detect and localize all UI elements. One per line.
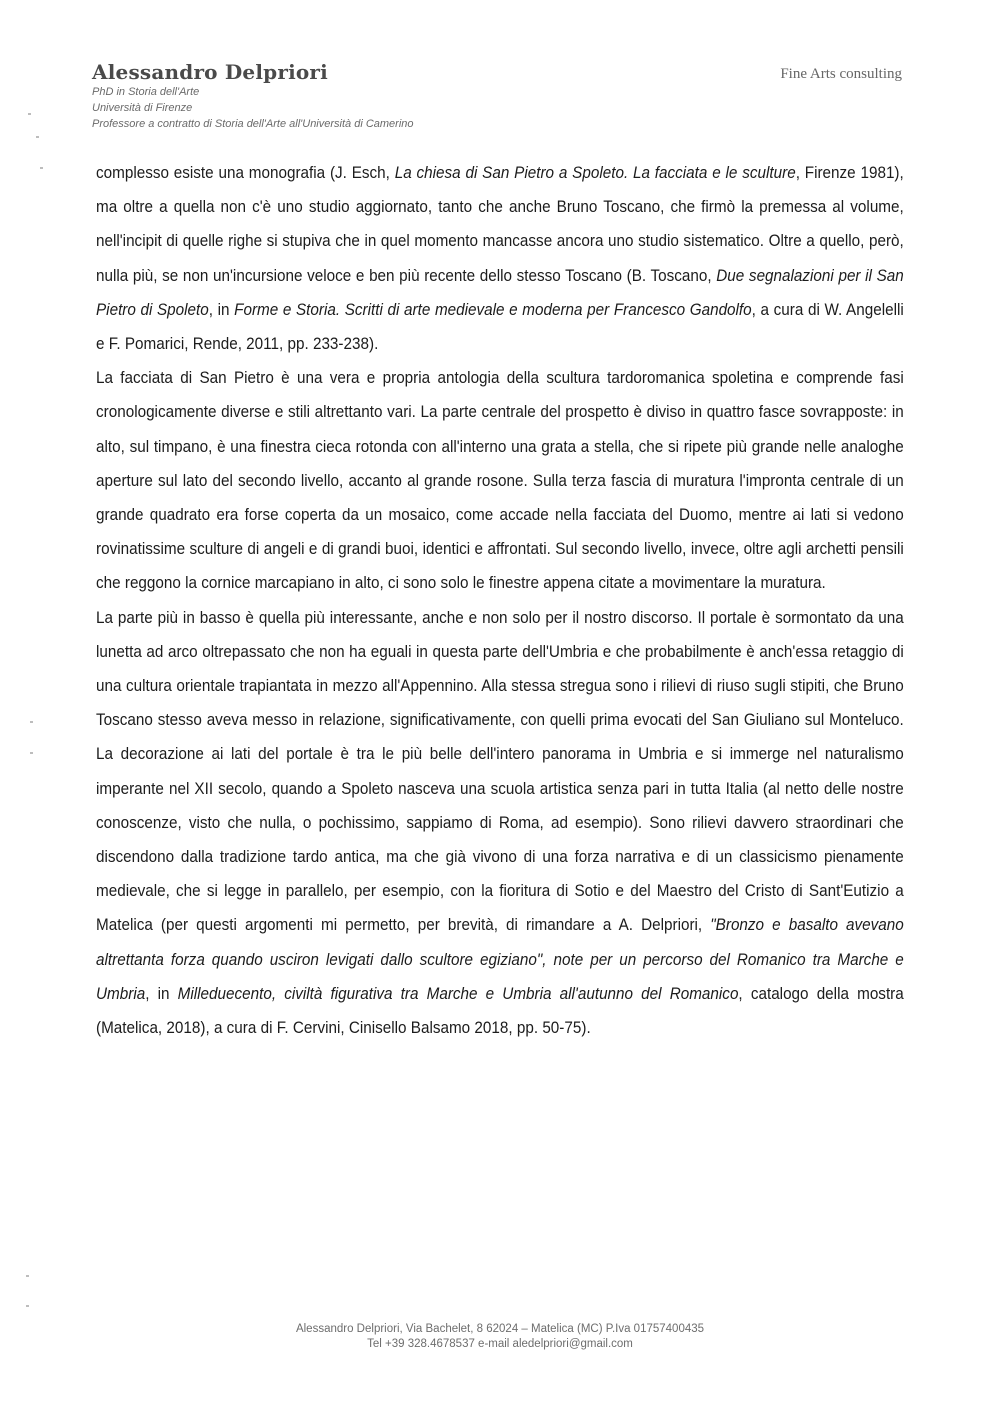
paragraph-3 (96, 601, 904, 1046)
scan-artifact (36, 136, 39, 138)
italic-citation: La chiesa di San Pietro a Spoleto. La facciata e le sculture (394, 163, 796, 182)
text-run: , in (208, 299, 235, 319)
italic-citation: Forme e Storia. Scritti di arte medievale e moderna per Francesco Gandolfo (234, 299, 752, 319)
author-degree: PhD in Storia dell'Arte (92, 86, 200, 98)
scan-artifact (26, 1305, 29, 1307)
letterhead-tagline: Fine Arts consulting (780, 66, 902, 82)
italic-citation: Due segnalazioni per il San Pietro di Spoleto (96, 265, 904, 319)
text-run: complesso esiste una monografia (J. Esch, (96, 163, 395, 182)
paragraph-2 (96, 361, 904, 600)
author-name: Alessandro Delpriori (92, 60, 328, 84)
text-run: , in (145, 983, 178, 1003)
letterhead-footer (0, 1322, 1000, 1352)
text-run: , catalogo della mostra (Matelica, 2018), a cura di F. Cervini, Cinisello Balsamo 2018, pp. 50-75). (96, 983, 904, 1038)
italic-citation: Milleduecento, civiltà figurativa tra Marche e Umbria all'autunno del Romanico (177, 983, 739, 1003)
text-run: La facciata di San Pietro è una vera e propria antologia della scultura tardoromanica spoletina e comprende fasi cronologicamente diverse e stili altrettanto vari. La parte centrale del prospetto è diviso in quattro fasce sovrapposte: in alto, sul timpano, è una finestra cieca rotonda con all'interno una grata a stella, che si ripete più grande nelle analoghe aperture sul lato del secondo livello, accanto al grande rosone. Sulla terza fascia di muratura l'impronta centrale di un grande quadrato era forse coperta da un mosaico, come accade nella facciata del Duomo, mentre ai lati si vedono rovinatissime sculture di angeli e di grandi buoi, identici e affrontati. Sul secondo livello, invece, oltre agli archetti pensili che reggono la cornice marcapiano in alto, ci sono solo le finestre appena citate a movimentare la muratura. (96, 368, 904, 593)
italic-citation: "Bronzo e basalto avevano altrettanta forza quando usciron levigati dallo scultore egiziano", note per un percorso del Romanico tra Marche e Umbria (96, 915, 904, 1003)
author-university: Università di Firenze (92, 102, 193, 114)
scan-artifact (30, 752, 33, 754)
scan-artifact (40, 167, 43, 169)
text-run: La parte più in basso è quella più interessante, anche e non solo per il nostro discorso. Il portale è sormontato da una lunetta ad arco oltrepassato che non ha eguali in questa parte dell'Umbria e che probabilmente è anch'essa retaggio di una cultura orientale trapiantata in mezzo all'Appennino. Alla stessa stregua sono i rilievi di riuso sugli stipiti, che Bruno Toscano stesso aveva messo in relazione, significativamente, con quelli prima evocati del San Giuliano sul Monteluco. La decorazione ai lati del portale è tra le più belle dell'intero panorama in Umbria e si immerge nel naturalismo imperante nel XII secolo, quando a Spoleto nasceva una scuola artistica senza pari in tutta Italia (al netto delle nostre conoscenze, visto che nulla, o pochissimo, sappiamo di Roma, ad esempio). Sono rilievi davvero straordinari che discendono dalla tradizione tardo antica, ma che già vivono di una forza narrativa e di un classicismo pienamente medievale, che si legge in parallelo, per esempio, con la fioritura di Sotio e del Maestro del Cristo di Sant'Eutizio a Matelica (per questi argomenti mi permetto, per brevità, di rimandare a A. Delpriori, (96, 607, 904, 935)
footer-contact: Tel +39 328.4678537 e-mail aledelpriori@gmail.com (367, 1338, 633, 1350)
document-body (96, 156, 904, 1045)
text-run: , Firenze 1981), ma oltre a quella non c'è uno studio aggiornato, tanto che anche Bruno Toscano, che firmò la premessa al volume, nell'incipit di quelle righe si stupiva che in quel momento mancasse ancora uno studio sistematico. Oltre a quello, però, nulla più, se non un'incursione veloce e ben più recente dello stesso Toscano (B. Toscano, (96, 163, 904, 285)
scan-artifact (26, 1275, 29, 1277)
footer-address: Alessandro Delpriori, Via Bachelet, 8 62024 – Matelica (MC) P.Iva 01757400435 (295, 1323, 705, 1335)
scan-artifact (30, 721, 33, 723)
text-run: , a cura di W. Angelelli e F. Pomarici, Rende, 2011, pp. 233-238). (96, 299, 904, 354)
author-position: Professore a contratto di Storia dell'Arte all'Università di Camerino (92, 118, 414, 130)
scan-artifact (28, 113, 31, 115)
paragraph-1 (96, 156, 904, 361)
